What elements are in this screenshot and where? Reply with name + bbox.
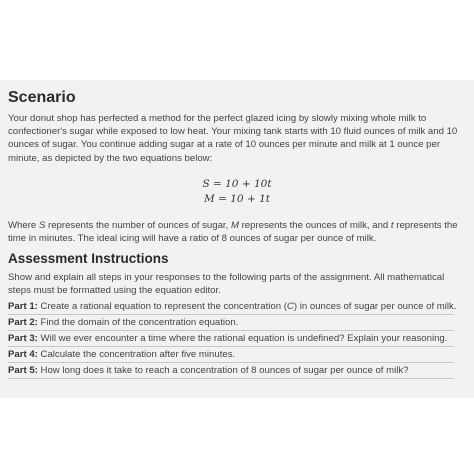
variable-definitions bbox=[8, 219, 466, 245]
part-2 bbox=[8, 316, 466, 329]
part-text: Find the domain of the concentration equation. bbox=[37, 316, 239, 328]
assessment-heading: Assessment Instructions bbox=[8, 251, 169, 267]
scenario-paragraph: Your donut shop has perfected a method for the perfect glazed icing by slowly mixing whole milk to confectioner's sugar while exposed to low heat. Your mixing tank starts with 10 fluid ounces of milk and 10 ounces of sugar. You continue adding sugar at a rate of 10 ounces per minute and milk at 1 ounce per minute, as depicted by the two equations below: bbox=[8, 113, 458, 164]
part-text: Create a rational equation to represent the concentration ( bbox=[37, 300, 287, 312]
var-s: S bbox=[38, 219, 46, 231]
part-4 bbox=[8, 348, 466, 361]
part-tag: Part 4: bbox=[8, 348, 38, 360]
var-m: M bbox=[230, 219, 239, 231]
part-tag: Part 2: bbox=[8, 316, 38, 328]
part-text-end: ) in ounces of sugar per ounce of milk. bbox=[293, 300, 457, 312]
part-1 bbox=[8, 300, 466, 313]
definitions-text-a: Where bbox=[8, 219, 39, 231]
part-tag: Part 5: bbox=[8, 364, 38, 376]
definitions-text-c: represents the ounces of milk, and bbox=[238, 219, 391, 231]
parts-list bbox=[8, 300, 466, 377]
var-c: C bbox=[286, 300, 294, 312]
sugar-equation: S = 10 + 10t bbox=[202, 177, 272, 190]
divider bbox=[8, 362, 454, 363]
part-3 bbox=[8, 332, 466, 345]
divider bbox=[8, 314, 454, 315]
definitions-text-d: represents the time in minutes. The ideal icing will have a ratio of 8 ounces of sugar per ounce of milk. bbox=[8, 219, 458, 245]
scenario-heading: Scenario bbox=[8, 89, 76, 106]
assessment-intro: Show and explain all steps in your responses to the following parts of the assignment. All mathematical steps must be formatted using the equation editor. bbox=[8, 272, 445, 297]
part-tag: Part 1: bbox=[8, 300, 38, 312]
equation-block bbox=[8, 177, 466, 207]
var-t: t bbox=[390, 219, 394, 231]
divider bbox=[8, 378, 454, 379]
milk-equation: M = 10 + 1t bbox=[204, 192, 270, 205]
document-page bbox=[0, 80, 474, 398]
part-text: How long does it take to reach a concentration of 8 ounces of sugar per ounce of milk? bbox=[37, 364, 409, 376]
divider bbox=[8, 330, 454, 331]
divider bbox=[8, 346, 454, 347]
part-tag: Part 3: bbox=[8, 332, 38, 344]
part-5 bbox=[8, 364, 466, 377]
part-text: Will we ever encounter a time where the rational equation is undefined? Explain your reasoning. bbox=[37, 332, 448, 344]
document-content bbox=[8, 88, 466, 380]
part-text: Calculate the concentration after five minutes. bbox=[37, 348, 236, 360]
definitions-text-b: represents the number of ounces of sugar, bbox=[45, 219, 231, 231]
